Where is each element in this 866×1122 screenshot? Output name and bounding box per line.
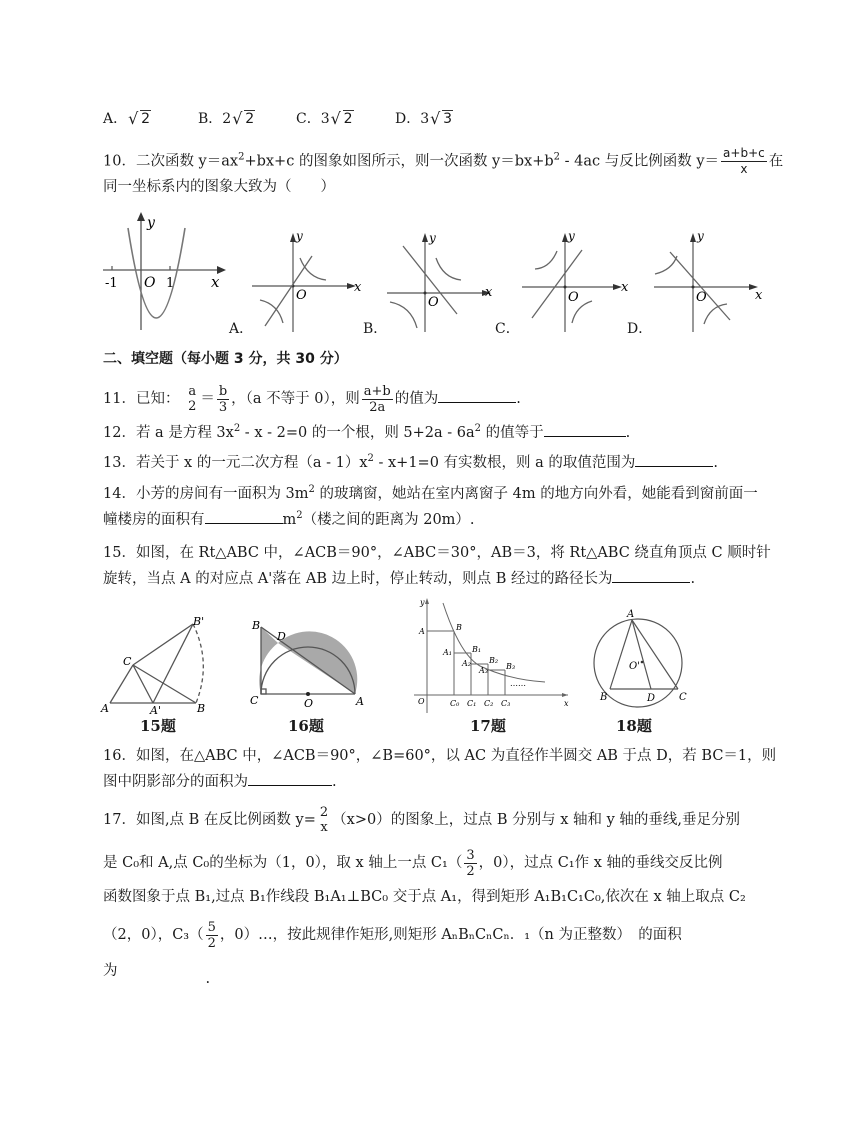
segment-ad (632, 620, 651, 689)
figure-18-caption: 18题 (616, 717, 652, 735)
text: （2，0），C₃（ (103, 927, 204, 943)
axis-label-x: x (485, 285, 493, 299)
fraction-5-over-2 (206, 920, 218, 951)
q16-line1 (103, 747, 776, 765)
linear-line (532, 250, 582, 318)
option-label: C． (296, 111, 321, 127)
text: 的玻璃窗，她站在室内离窗子 4m 的地方向外看，她能看到窗前面一 (314, 486, 758, 502)
option-coef: 3 (320, 111, 330, 127)
sqrt-symbol (128, 111, 151, 127)
q10-option-b-x-label-wrap (480, 285, 500, 299)
fraction-3-over-2 (464, 848, 476, 879)
axis-label-y: y (429, 231, 436, 245)
q10-option-b-label: B． (363, 321, 388, 337)
segment-cb1 (133, 624, 193, 665)
period: . (516, 391, 521, 407)
text: 是 C₀和 A,点 C₀的坐标为（1，0），取 x 轴上一点 C₁（ (103, 855, 463, 871)
fraction-numerator: a+b+c (723, 146, 765, 160)
fraction-denominator: 3 (218, 399, 228, 415)
text: 的值为 (394, 391, 439, 407)
text: 如图，在 Rt△ABC 中，∠ACB＝90°，∠ABC＝30°，AB＝3，将 Rt△ABC 绕直角顶点 C 顺时针 (135, 545, 771, 561)
figure-15-caption: 15题 (140, 717, 176, 735)
question-number: 11． (103, 391, 136, 407)
question-number: 10． (103, 153, 136, 170)
arc-path-b (193, 624, 203, 703)
text: +bx+c 的图象如图所示，则一次函数 y＝bx+b (244, 153, 554, 170)
text: 幢楼房的面积有 (103, 512, 205, 528)
radicand: 2 (245, 111, 255, 127)
question-number: 12． (103, 425, 136, 441)
point-label-c0: C₀ (450, 699, 460, 708)
q10-option-b-graph (385, 228, 497, 332)
sqrt-symbol (430, 111, 453, 127)
superscript: 2 (367, 453, 374, 464)
text: 如图,点 B 在反比例函数 y= (135, 812, 316, 828)
fraction-numerator: b (218, 383, 228, 399)
period: . (690, 571, 696, 587)
answer-blank[interactable] (612, 568, 690, 583)
text: 若 a 是方程 3x (135, 425, 234, 441)
q13-line (103, 452, 718, 472)
q16-line2 (103, 771, 337, 791)
text: ，（a 不等于 0），则 (231, 391, 360, 407)
point-label-b: B (600, 692, 608, 703)
period: . (332, 774, 337, 790)
period: . (713, 455, 719, 471)
y-axis-arrow-icon (425, 598, 429, 604)
point-label-c3: C₃ (501, 699, 511, 708)
figure-17 (410, 595, 570, 715)
section-2-heading: 二、填空题（每小题 3 分，共 30 分） (103, 351, 348, 367)
point-label-b-prime: B' (193, 615, 205, 628)
point-label-b1: B₁ (472, 645, 482, 654)
hyperbola-branch (655, 256, 677, 274)
hyperbola-branch (704, 304, 727, 324)
q10-option-c-label: C． (495, 321, 520, 337)
fraction-numerator: 3 (466, 847, 475, 863)
text: 图中阴影部分的面积为 (103, 774, 248, 790)
figure-17-caption: 17题 (470, 717, 506, 735)
option-label: D． (395, 111, 421, 127)
q14-line2 (103, 509, 475, 529)
fraction-b-over-3 (217, 384, 229, 415)
answer-blank[interactable] (438, 388, 516, 403)
text: 小芳的房间有一面积为 3m (135, 486, 309, 502)
origin-label: O (568, 290, 579, 305)
text: 为 (103, 963, 118, 979)
point-label-b2: B₂ (489, 656, 499, 665)
origin-label: O (418, 697, 425, 706)
radicand: 2 (141, 111, 151, 127)
point-label-c: C (679, 692, 687, 703)
origin-label: O (296, 288, 307, 303)
answer-blank[interactable] (248, 771, 332, 786)
origin-label: O (144, 275, 156, 291)
axis-label-x: x (211, 273, 220, 291)
axis-label-x: x (354, 280, 362, 295)
point-label-a2: A₂ (462, 659, 471, 668)
text: （楼之间的距离为 20m）. (302, 512, 475, 528)
axis-label-x: x (621, 280, 629, 295)
superscript: 2 (233, 423, 241, 434)
q12-line (103, 422, 630, 442)
answer-blank[interactable] (544, 422, 626, 437)
segment-a1b1 (153, 624, 193, 703)
q11-line (103, 382, 521, 418)
figure-16-caption: 16题 (288, 717, 324, 735)
option-coef: 2 (222, 111, 232, 127)
y-axis-arrow-icon (422, 233, 428, 242)
continuation-dots: …… (510, 679, 526, 688)
text: 若关于 x 的一元二次方程（a - 1）x (135, 455, 368, 471)
origin-label: O (428, 295, 439, 310)
text: 在 (768, 153, 784, 170)
superscript: 2 (308, 484, 315, 495)
question-number: 14． (103, 486, 136, 502)
fraction-denominator: 2 (188, 399, 197, 414)
fraction-a-plus-b-over-2a (362, 384, 393, 415)
fraction-numerator: a+b (363, 383, 391, 399)
superscript: 2 (238, 151, 245, 163)
point-label-b: B (252, 619, 261, 632)
q15-line1 (103, 544, 771, 562)
superscript: 2 (474, 423, 482, 434)
segment-ac (110, 665, 133, 703)
point-label-b3: B₃ (506, 662, 516, 671)
q10-option-c-graph (520, 228, 632, 332)
origin-dot (424, 292, 427, 295)
fraction-denominator: 2a (369, 399, 386, 415)
point-label-a3: A₃ (479, 666, 488, 675)
parabola-curve (128, 228, 185, 318)
question-number: 17． (103, 812, 136, 828)
axis-label-x: x (564, 699, 569, 708)
question-number: 15． (103, 545, 136, 561)
q17-line2 (103, 846, 723, 886)
q17-line4 (103, 918, 682, 958)
answer-blank[interactable] (205, 509, 283, 524)
figure-15 (100, 615, 215, 715)
tick-label-neg1: -1 (105, 276, 118, 291)
hyperbola-branch (535, 251, 557, 269)
y-axis-arrow-icon (690, 233, 696, 242)
center-point-o (306, 692, 310, 696)
fraction (721, 146, 767, 177)
point-label-c1: C₁ (467, 699, 477, 708)
fraction-a-over-2 (186, 384, 198, 414)
text: ，0），过点 C₁作 x 轴的垂线交反比例 (478, 855, 723, 871)
q10-line1 (103, 146, 783, 177)
q17-line5 (103, 962, 211, 987)
fraction-numerator: a (188, 384, 197, 399)
point-label-c: C (123, 655, 132, 668)
radicand: 3 (443, 111, 453, 127)
linear-line (670, 252, 730, 320)
point-label-b: B (456, 623, 462, 632)
q17-line3: 函数图象于点 B₁,过点 B₁作线段 B₁A₁⊥BC₀ 交于点 A₁，得到矩形 A₁B₁C₁C₀,依次在 x 轴上取点 C₂ (103, 889, 746, 905)
figure-18 (585, 605, 695, 715)
hyperbola-branch (390, 302, 417, 328)
q10-option-a-label: A． (229, 321, 254, 337)
text: - x - 2=0 的一个根，则 5+2a - 6a (240, 425, 475, 441)
segment-ac (632, 620, 678, 689)
q17-line1 (103, 803, 740, 843)
q10-option-a-graph (250, 228, 362, 332)
text: （x>0）的图象上，过点 B 分别与 x 轴和 y 轴的垂线,垂足分别 (332, 812, 741, 828)
center-point (641, 661, 644, 664)
option-label: A． (103, 111, 128, 127)
point-label-d: D (277, 630, 286, 643)
option-label: B． (198, 111, 223, 127)
y-axis-arrow-icon (137, 212, 145, 221)
point-label-c: C (250, 694, 259, 707)
period: . (205, 971, 211, 987)
unit: m (282, 512, 297, 528)
fraction-2-over-x (318, 805, 330, 835)
point-label-d: D (647, 693, 656, 704)
text: - 4ac 与反比例函数 y＝ (560, 153, 720, 170)
x-axis-arrow-icon (562, 693, 568, 697)
point-label-a: A (419, 627, 425, 636)
fraction-denominator: 2 (466, 863, 475, 879)
figure-16 (245, 615, 370, 715)
fraction-numerator: 5 (207, 919, 216, 935)
text: 如图，在△ABC 中，∠ACB＝90°，∠B=60°，以 AC 为直径作半圆交 AB 于点 D，若 BC＝1，则 (135, 748, 777, 764)
q10-option-d-graph (652, 228, 767, 332)
q10-line2: 同一坐标系内的图象大致为（ ） (103, 179, 335, 195)
question-number: 13． (103, 455, 136, 471)
point-label-a-prime: A' (150, 704, 161, 715)
fraction-denominator: x (740, 162, 748, 176)
point-label-o-prime: O' (629, 661, 640, 672)
point-label-a1: A₁ (443, 648, 452, 657)
point-label-a: A (356, 695, 364, 708)
point-label-a: A (101, 702, 109, 715)
text: ，0）…，按此规律作矩形,则矩形 AₙBₙCₙCₙ．₁（n 为正整数） 的面积 (219, 927, 682, 943)
equals-sign: ＝ (200, 391, 215, 407)
q9-option-a (103, 108, 151, 128)
text: 二次函数 y＝ax (135, 153, 239, 170)
segment-ab (610, 620, 632, 689)
point-label-o: O (304, 697, 314, 710)
text: 旋转，当点 A 的对应点 A'落在 AB 边上时，停止转动，则点 B 经过的路径长为 (103, 571, 613, 587)
option-coef: 3 (420, 111, 430, 127)
q9-option-d (395, 108, 453, 128)
axis-label-y: y (568, 229, 575, 243)
q9-option-c (296, 108, 354, 128)
hyperbola-branch (436, 258, 461, 280)
origin-label: O (696, 290, 707, 305)
text: 的值等于 (481, 425, 544, 441)
sqrt-symbol (331, 111, 354, 127)
q14-line1 (103, 485, 758, 503)
fraction-denominator: 2 (207, 935, 216, 951)
q15-line2 (103, 568, 695, 588)
period: . (625, 425, 631, 441)
superscript: 2 (553, 151, 561, 163)
axis-label-y: y (296, 229, 303, 243)
axis-label-x: x (755, 288, 763, 303)
point-label-c2: C₂ (484, 699, 494, 708)
origin-dot (692, 286, 695, 289)
fraction-numerator: 2 (319, 805, 329, 820)
shaded-region-right (278, 631, 357, 694)
text: 已知： (135, 391, 180, 407)
tick-label-1: 1 (166, 276, 175, 291)
origin-dot (564, 286, 567, 289)
sqrt-symbol (232, 111, 255, 127)
question-number: 16． (103, 748, 136, 764)
text: - x+1=0 有实数根，则 a 的取值范围为 (373, 455, 636, 471)
fraction-denominator: x (320, 820, 328, 835)
answer-blank[interactable] (635, 452, 713, 467)
superscript: 2 (296, 510, 303, 521)
axis-label-y: y (697, 229, 704, 243)
radicand: 2 (343, 111, 353, 127)
axis-label-y: y (420, 598, 425, 607)
q10-option-d-label: D． (627, 321, 653, 337)
q10-parabola-graph (98, 208, 228, 332)
q9-option-b (198, 108, 255, 128)
point-label-b: B (197, 702, 206, 715)
axis-label-y: y (147, 215, 155, 231)
point-label-a: A (627, 609, 635, 620)
